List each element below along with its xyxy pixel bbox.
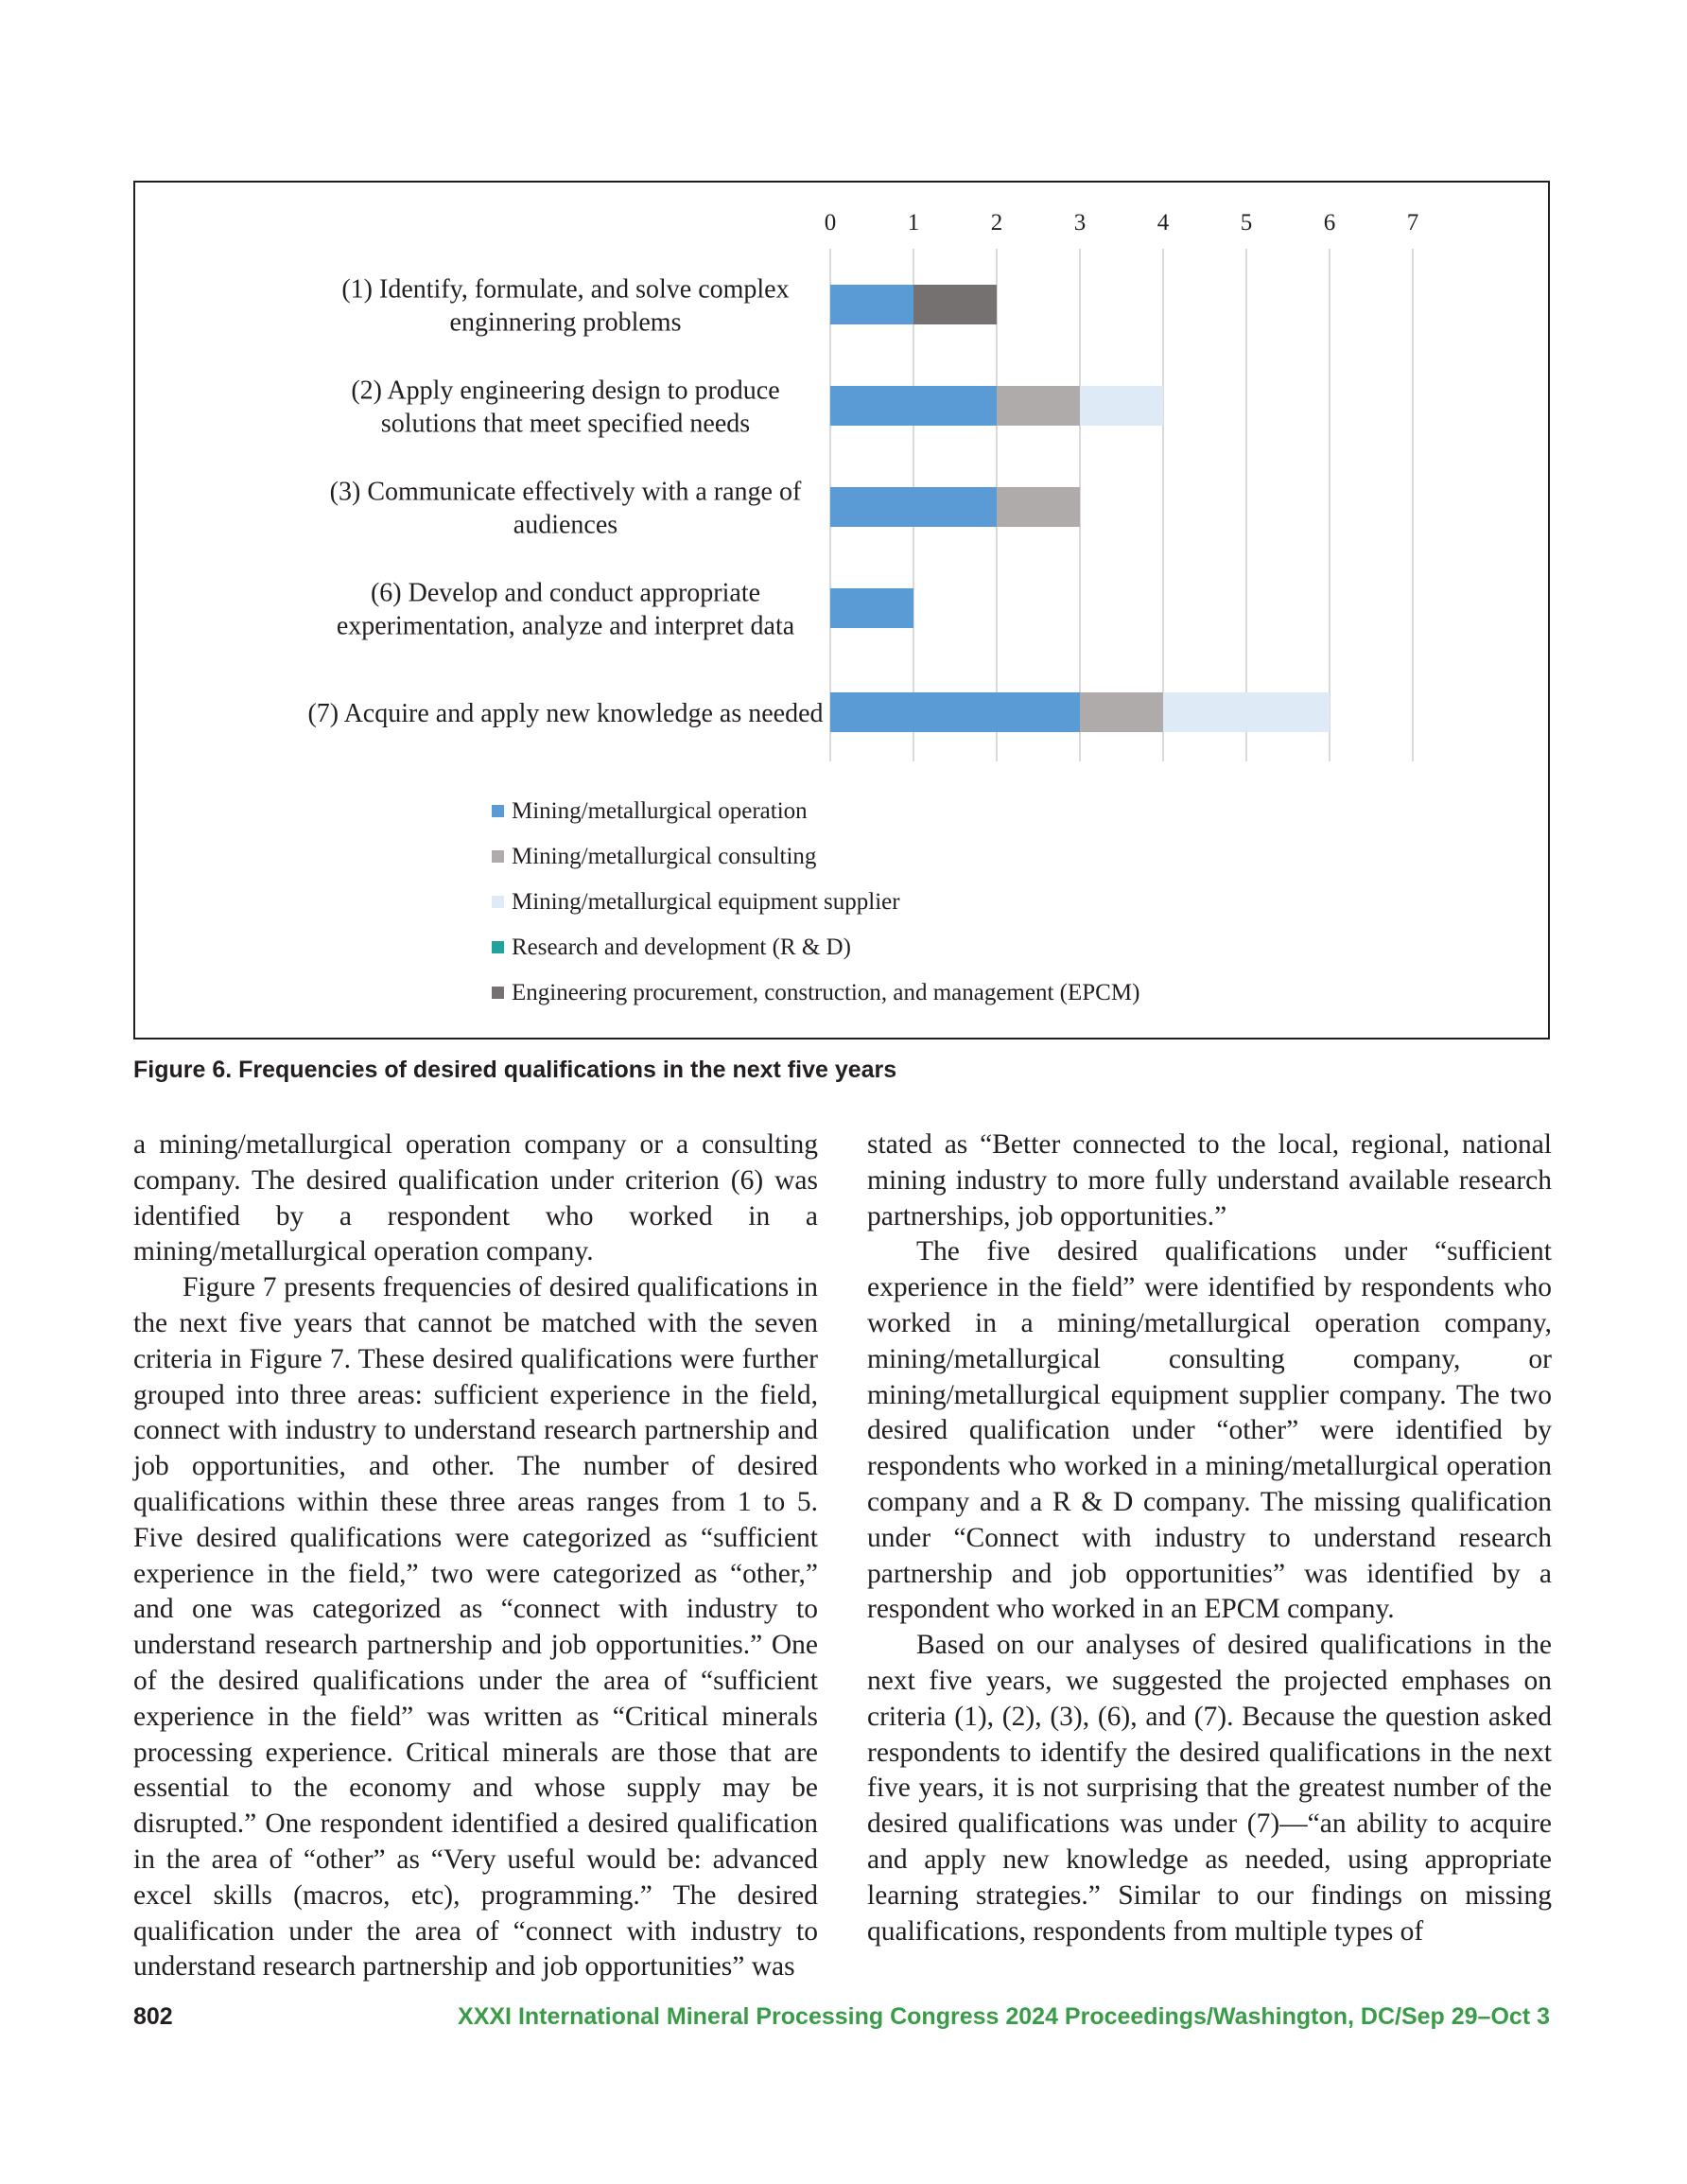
bar-segment xyxy=(830,692,1080,732)
category-label: (1) Identify, formulate, and solve complex enginnering problems xyxy=(341,274,790,338)
paragraph: The five desired qualifications under “sufficient experience in the field” were identified by respondents who worked in a mining/metallurgical operation company, mining/metallurgical consulting company, or mining/metallurgical equipment supplier company. The two desired qualification under “other” were identified by respondents who worked in a mining/metallurgical operation company and a R & D company. The missing qualification under “Connect with industry to understand research partnership and job opportunities” was identified by a respondent who worked in an EPCM company. xyxy=(867,1236,1552,1625)
running-footer: XXXI International Mineral Processing Congress 2024 Proceedings/Washington, DC/Sep 29–Oct 3 xyxy=(458,2003,1550,2030)
bar-segment xyxy=(1163,692,1330,732)
x-tick-label: 4 xyxy=(1157,210,1170,236)
category-label: (7) Acquire and apply new knowledge as needed xyxy=(307,699,824,728)
bar-segment xyxy=(997,386,1080,426)
category-label: (3) Communicate effectively with a range of audiences xyxy=(329,477,802,540)
stacked-bar-chart xyxy=(135,183,1548,1038)
legend-entry: Mining/metallurgical consulting xyxy=(512,844,817,869)
bar-segment xyxy=(830,386,997,426)
legend-swatch xyxy=(492,896,504,908)
x-tick-label: 1 xyxy=(907,210,920,236)
bar-segment xyxy=(1080,692,1163,732)
bar-segment xyxy=(913,285,997,324)
bar-segment xyxy=(1080,386,1163,426)
paragraph: Based on our analyses of desired qualifications in the next five years, we suggested the projected emphases on criteria (1), (2), (3), (6), and (7). Because the question asked respondents to identify the desired qualifications in the next five years, it is not surprising that the greatest number of the desired qualifications was under (7)—“an ability to acquire and apply new knowledge as needed, using appropriate learning strategies.” Similar to our findings on missing qualifications, respondents from multiple types of xyxy=(867,1630,1552,1947)
category-label: (2) Apply engineering design to produce solutions that meet specified needs xyxy=(351,376,780,439)
x-tick-label: 3 xyxy=(1073,210,1087,236)
legend-entry: Engineering procurement, construction, and management (EPCM) xyxy=(512,980,1140,1005)
x-tick-label: 5 xyxy=(1240,210,1253,236)
category-label: (6) Develop and conduct appropriate experimentation, analyze and interpret data xyxy=(336,578,795,641)
bar-segment xyxy=(830,588,913,628)
left-column xyxy=(133,1127,818,1985)
paragraph: a mining/metallurgical operation company or a consulting company. The desired qualification under criterion (6) was identified by a respondent who worked in a mining/metallurgical operation company. xyxy=(133,1129,818,1267)
right-column xyxy=(867,1127,1552,1949)
legend-entry: Research and development (R & D) xyxy=(512,935,851,960)
x-tick-label: 6 xyxy=(1323,210,1336,236)
x-tick-label: 2 xyxy=(990,210,1003,236)
x-tick-label: 7 xyxy=(1406,210,1419,236)
legend-swatch xyxy=(492,987,504,999)
bar-segment xyxy=(830,487,997,527)
figure-6-chart xyxy=(133,181,1550,1040)
legend-entry: Mining/metallurgical operation xyxy=(512,798,808,824)
legend-swatch xyxy=(492,941,504,953)
paragraph: Figure 7 presents frequencies of desired qualifications in the next five years that cannot be matched with the seven criteria in Figure 7. These desired qualifications were further grouped into three areas: sufficient experience in the field, connect with industry to understand research partnership and job opportunities, and other. The number of desired qualifications within these three areas ranges from 1 to 5. Five desired qualifications were categorized as “sufficient experience in the field,” two were categorized as “other,” and one was categorized as “connect with industry to understand research partnership and job opportunities.” One of the desired qualifications under the area of “sufficient experience in the field” was written as “Critical minerals processing experience. Critical minerals are those that are essential to the economy and whose supply may be disrupted.” One respondent identified a desired qualification in the area of “other” as “Very useful would be: advanced excel skills (macros, etc), programming.” The desired qualification under the area of “connect with industry to understand research partnership and job opportunities” was xyxy=(133,1272,818,1983)
figure-caption: Figure 6. Frequencies of desired qualifications in the next five years xyxy=(133,1057,897,1083)
paragraph: stated as “Better connected to the local, regional, national mining industry to more fully understand available research partnerships, job opportunities.” xyxy=(867,1129,1552,1232)
bar-segment xyxy=(997,487,1080,527)
legend-entry: Mining/metallurgical equipment supplier xyxy=(512,889,900,915)
bar-segment xyxy=(830,285,913,324)
legend-swatch xyxy=(492,850,504,863)
legend-swatch xyxy=(492,805,504,817)
page-number: 802 xyxy=(133,2003,173,2030)
x-tick-label: 0 xyxy=(824,210,837,236)
